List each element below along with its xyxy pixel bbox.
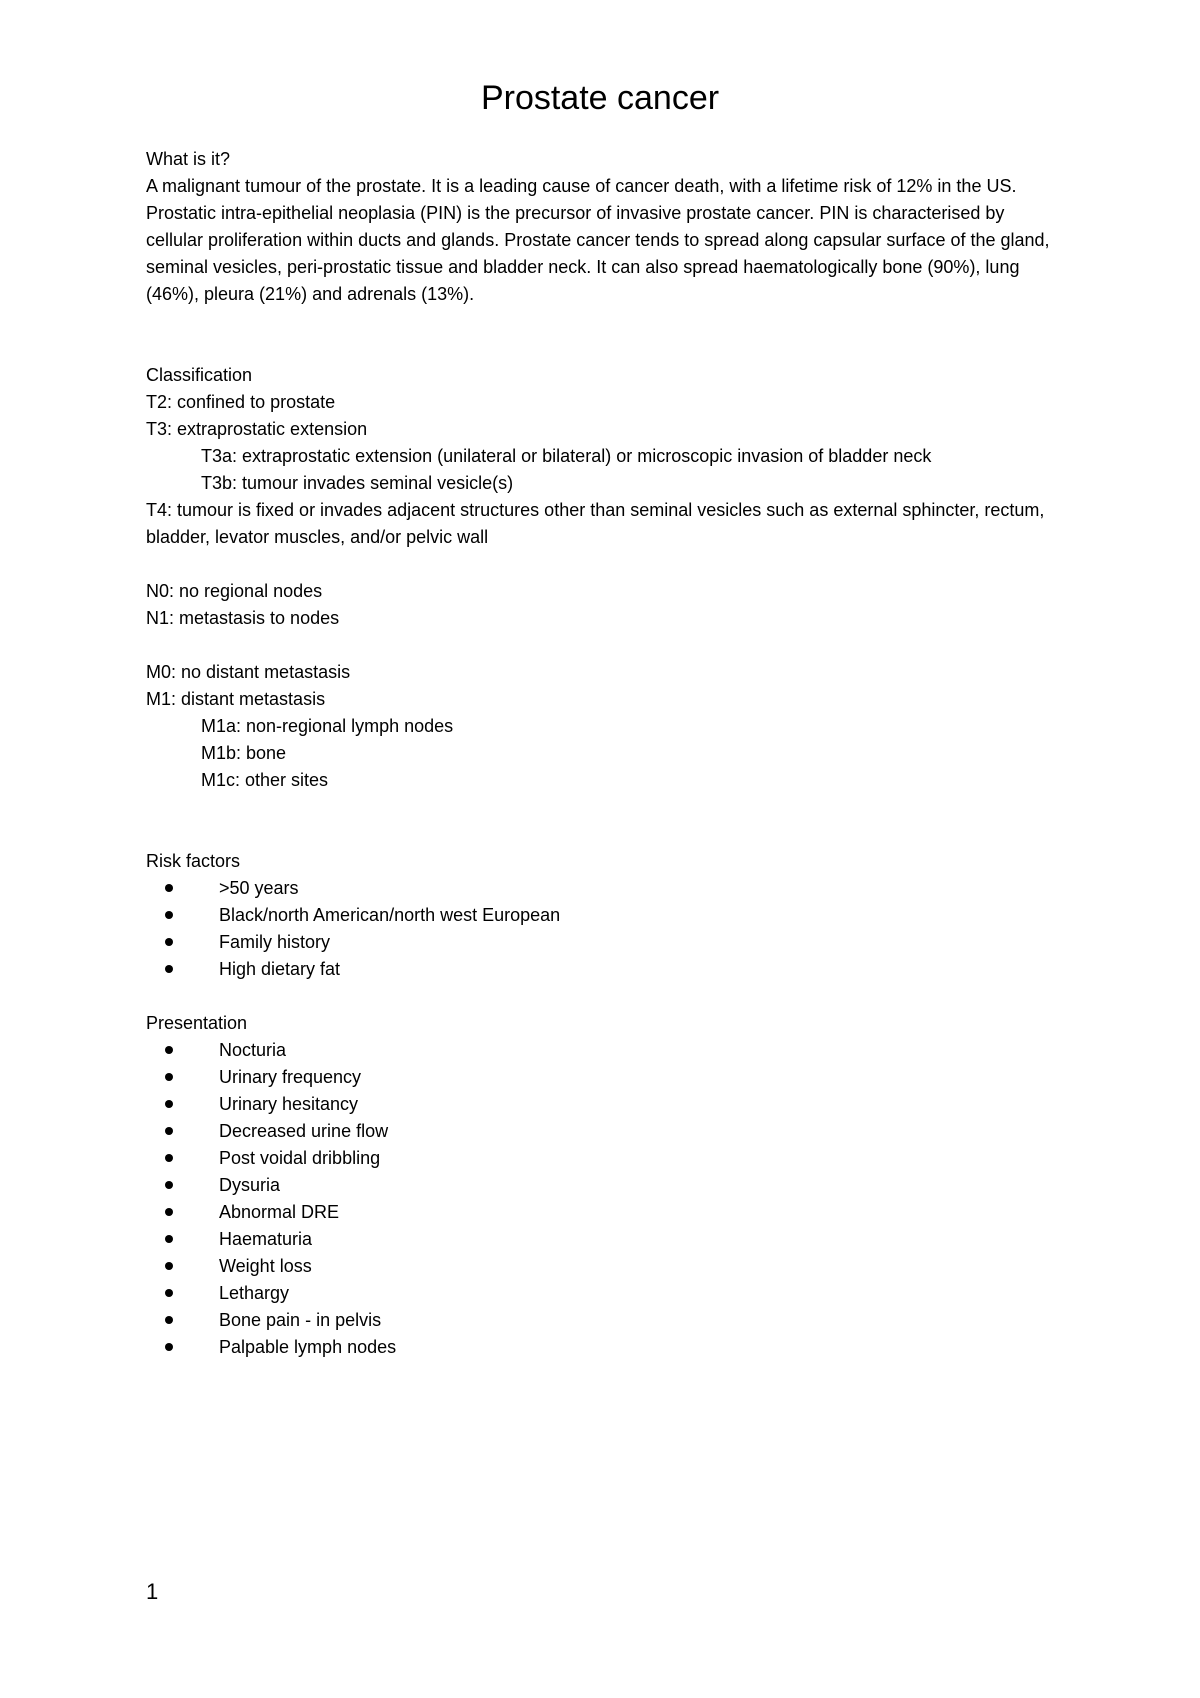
presentation-heading: Presentation xyxy=(146,1013,248,1033)
list-item-text: Haematuria xyxy=(219,1229,313,1249)
bullet-icon xyxy=(165,1262,173,1270)
classification-m1: M1: distant metastasis xyxy=(146,689,326,709)
presentation-list xyxy=(146,1037,1066,1361)
list-item-text: >50 years xyxy=(219,878,299,898)
classification-m1a: M1a: non-regional lymph nodes xyxy=(201,716,454,736)
list-item xyxy=(146,1280,1066,1307)
bullet-icon xyxy=(165,1343,173,1351)
list-item xyxy=(146,1118,1066,1145)
list-item-text: Bone pain - in pelvis xyxy=(219,1310,382,1330)
list-item-text: Abnormal DRE xyxy=(219,1202,340,1222)
list-item xyxy=(146,1226,1066,1253)
classification-t2: T2: confined to prostate xyxy=(146,392,336,412)
classification-t3: T3: extraprostatic extension xyxy=(146,419,368,439)
bullet-icon xyxy=(165,965,173,973)
classification-t3b: T3b: tumour invades seminal vesicle(s) xyxy=(201,473,514,493)
bullet-icon xyxy=(165,1208,173,1216)
bullet-icon xyxy=(165,1127,173,1135)
section-spacer xyxy=(146,632,1066,659)
bullet-icon xyxy=(165,1046,173,1054)
document-title: Prostate cancer xyxy=(480,79,720,117)
list-item xyxy=(146,875,1066,902)
classification-t4: T4: tumour is fixed or invades adjacent structures other than seminal vesicles such as external sphincter, rectum, bladder, levator muscles, and/or pelvic wall xyxy=(146,500,1045,547)
document-body xyxy=(146,146,1066,1361)
bullet-icon xyxy=(165,1100,173,1108)
bullet-icon xyxy=(165,1289,173,1297)
list-item-text: Post voidal dribbling xyxy=(219,1148,381,1168)
list-item-text: Nocturia xyxy=(219,1040,287,1060)
classification-n0: N0: no regional nodes xyxy=(146,581,323,601)
list-item xyxy=(146,1307,1066,1334)
bullet-icon xyxy=(165,1181,173,1189)
page-number: 1 xyxy=(146,1579,159,1604)
classification-heading: Classification xyxy=(146,365,253,385)
list-item xyxy=(146,1091,1066,1118)
classification-n1: N1: metastasis to nodes xyxy=(146,608,340,628)
classification-m0: M0: no distant metastasis xyxy=(146,662,351,682)
bullet-icon xyxy=(165,1154,173,1162)
list-item xyxy=(146,956,1066,983)
section-spacer xyxy=(146,551,1066,578)
list-item-text: Decreased urine flow xyxy=(219,1121,389,1141)
list-item xyxy=(146,1199,1066,1226)
list-item-text: Lethargy xyxy=(219,1283,290,1303)
list-item-text: Urinary frequency xyxy=(219,1067,362,1087)
list-item-text: Urinary hesitancy xyxy=(219,1094,359,1114)
section-spacer xyxy=(146,983,1066,1010)
bullet-icon xyxy=(165,884,173,892)
list-item xyxy=(146,1037,1066,1064)
what-is-it-heading: What is it? xyxy=(146,149,231,169)
classification-m1c: M1c: other sites xyxy=(201,770,329,790)
what-is-it-paragraph: A malignant tumour of the prostate. It is a leading cause of cancer death, with a lifetime risk of 12% in the US. Prostatic intra-epithelial neoplasia (PIN) is the precursor of invasive prostate cancer. PIN is characterised by cellular proliferation within ducts and glands. Prostate cancer tends to spread along capsular surface of the gland, seminal vesicles, peri-prostatic tissue and bladder neck. It can also spread haematologically bone (90%), lung (46%), pleura (21%) and adrenals (13%). xyxy=(146,176,1050,304)
list-item-text: Family history xyxy=(219,932,331,952)
list-item-text: Black/north American/north west European xyxy=(219,905,561,925)
list-item xyxy=(146,929,1066,956)
bullet-icon xyxy=(165,1316,173,1324)
section-spacer xyxy=(146,308,1066,362)
classification-m1b: M1b: bone xyxy=(201,743,287,763)
list-item xyxy=(146,1064,1066,1091)
list-item-text: High dietary fat xyxy=(219,959,341,979)
risk-factors-heading: Risk factors xyxy=(146,851,241,871)
bullet-icon xyxy=(165,938,173,946)
list-item-text: Weight loss xyxy=(219,1256,312,1276)
list-item-text: Palpable lymph nodes xyxy=(219,1337,397,1357)
list-item-text: Dysuria xyxy=(219,1175,281,1195)
list-item xyxy=(146,1172,1066,1199)
list-item xyxy=(146,1253,1066,1280)
list-item xyxy=(146,1145,1066,1172)
risk-factors-list xyxy=(146,875,1066,983)
list-item xyxy=(146,902,1066,929)
bullet-icon xyxy=(165,1073,173,1081)
list-item xyxy=(146,1334,1066,1361)
classification-t3a: T3a: extraprostatic extension (unilateral or bilateral) or microscopic invasion of bladder neck xyxy=(201,446,932,466)
section-spacer xyxy=(146,794,1066,848)
bullet-icon xyxy=(165,1235,173,1243)
bullet-icon xyxy=(165,911,173,919)
